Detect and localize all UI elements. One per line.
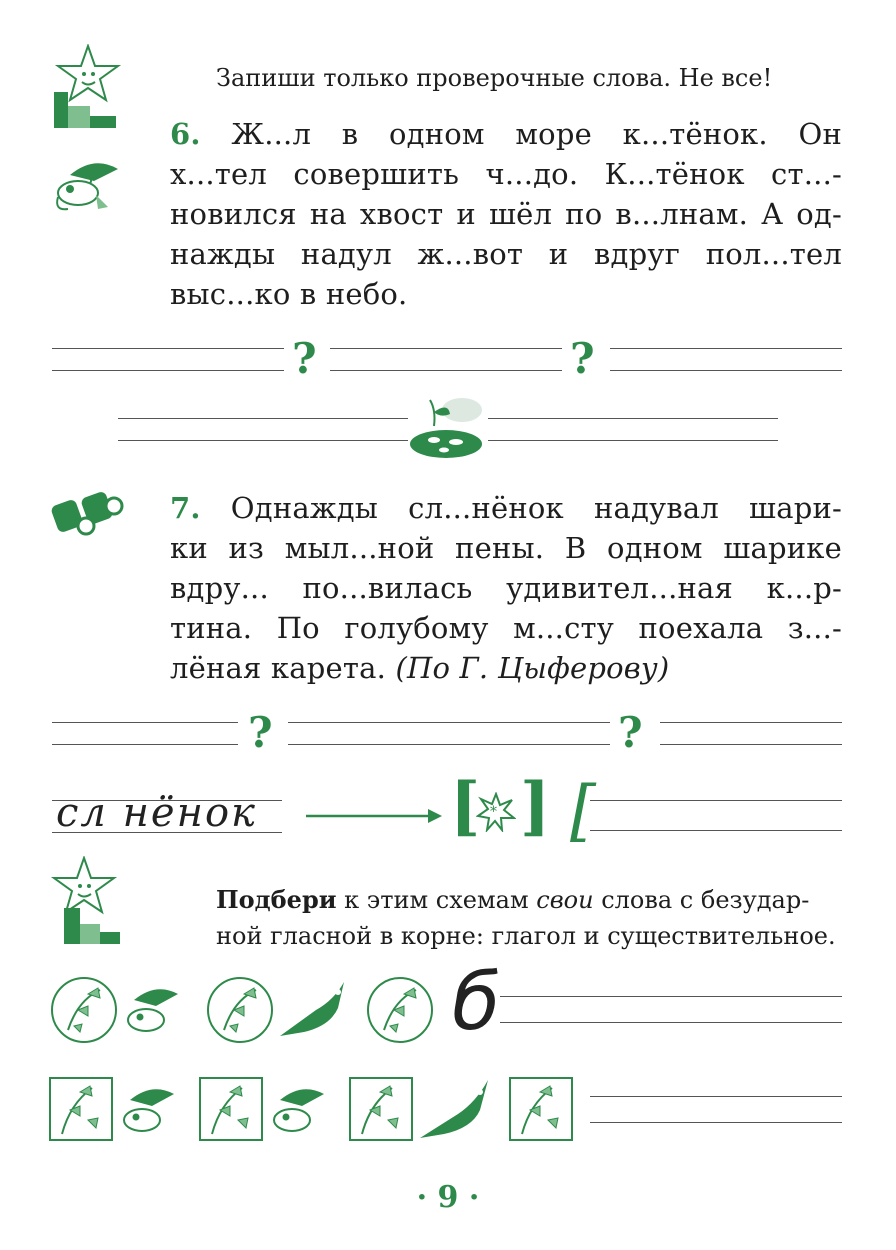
answer-line[interactable] <box>488 418 778 419</box>
schema-letter: б <box>452 958 501 1048</box>
root-circle-icon <box>52 978 116 1042</box>
answer-line[interactable] <box>660 722 842 723</box>
answer-line[interactable] <box>288 722 610 723</box>
question-mark: ? <box>248 708 273 757</box>
answer-line[interactable] <box>52 370 284 371</box>
answer-line[interactable] <box>610 348 842 349</box>
question-mark: ? <box>570 334 595 383</box>
answer-line[interactable] <box>500 996 842 997</box>
exercise-7-text: 7. Однажды сл...нёнок надувал шари- ки из мыл...ной пены. В одном шарике вдру... по...вилась удивител...ная к...р- тина. По голубому м...сту поехала з...- лёная карета. (По Г. Цыферову) <box>170 491 842 685</box>
root-square-icon <box>350 1078 412 1140</box>
root-square-icon <box>510 1078 572 1140</box>
instruction-top: Запиши только проверочные слова. Не все! <box>216 64 773 92</box>
answer-line[interactable] <box>590 1122 842 1123</box>
answer-line[interactable] <box>590 830 842 831</box>
schema-row-1 <box>48 970 468 1050</box>
attribution: (По Г. Цыферову) <box>395 651 670 685</box>
star-mark: * <box>490 804 497 820</box>
fish-umbrella-icon <box>128 989 178 1031</box>
root-circle-icon <box>208 978 272 1042</box>
fish-umbrella-icon <box>274 1089 324 1131</box>
answer-line[interactable] <box>590 800 842 801</box>
answer-line[interactable] <box>52 348 284 349</box>
answer-line[interactable] <box>590 1096 842 1097</box>
fish-umbrella-icon <box>124 1089 174 1131</box>
answer-line[interactable] <box>610 370 842 371</box>
exercise-6-number: 6. <box>170 117 201 151</box>
answer-line[interactable] <box>118 440 408 441</box>
fish-umbrella-icon <box>50 155 122 217</box>
example-line <box>52 832 282 833</box>
answer-line[interactable] <box>488 440 778 441</box>
answer-line[interactable] <box>118 418 408 419</box>
transcription-bracket-open: [ <box>450 769 481 844</box>
instruction-bottom: Подбери к этим схемам свои слова с безудар- ной гласной в корне: глагол и существительное. <box>216 885 836 950</box>
root-circle-icon <box>368 978 432 1042</box>
page-number: · 9 · <box>416 1180 480 1215</box>
schema-row-2 <box>48 1074 588 1144</box>
answer-line[interactable] <box>330 370 562 371</box>
arrow-icon <box>306 806 442 826</box>
exercise-6-text: 6. Ж...л в одном море к...тёнок. Он х...тел совершить ч...до. К...тёнок ст...- новился на хвост и шёл по в...лнам. А од- нажды надул ж...вот и вдруг пол...тел выс...ко в небо. <box>170 117 842 311</box>
answer-line[interactable] <box>52 722 238 723</box>
transcription-bracket-close: ] <box>520 769 551 844</box>
exercise-7-number: 7. <box>170 491 201 525</box>
question-mark: ? <box>292 334 317 383</box>
example-word: сл нёнок <box>56 790 257 836</box>
answer-line[interactable] <box>330 348 562 349</box>
star-mascot-icon <box>48 856 124 946</box>
question-mark: ? <box>618 708 643 757</box>
answer-line[interactable] <box>660 744 842 745</box>
star-mascot-icon <box>48 44 124 130</box>
binoculars-icon <box>48 486 124 542</box>
root-square-icon <box>200 1078 262 1140</box>
answer-line[interactable] <box>52 744 238 745</box>
root-square-icon <box>50 1078 112 1140</box>
answer-line[interactable] <box>288 744 610 745</box>
bird-suffix-icon <box>280 982 344 1036</box>
bird-suffix-icon <box>420 1080 488 1138</box>
sprout-divider-icon <box>404 392 488 466</box>
answer-bracket: [ <box>570 772 596 849</box>
answer-line[interactable] <box>500 1022 842 1023</box>
